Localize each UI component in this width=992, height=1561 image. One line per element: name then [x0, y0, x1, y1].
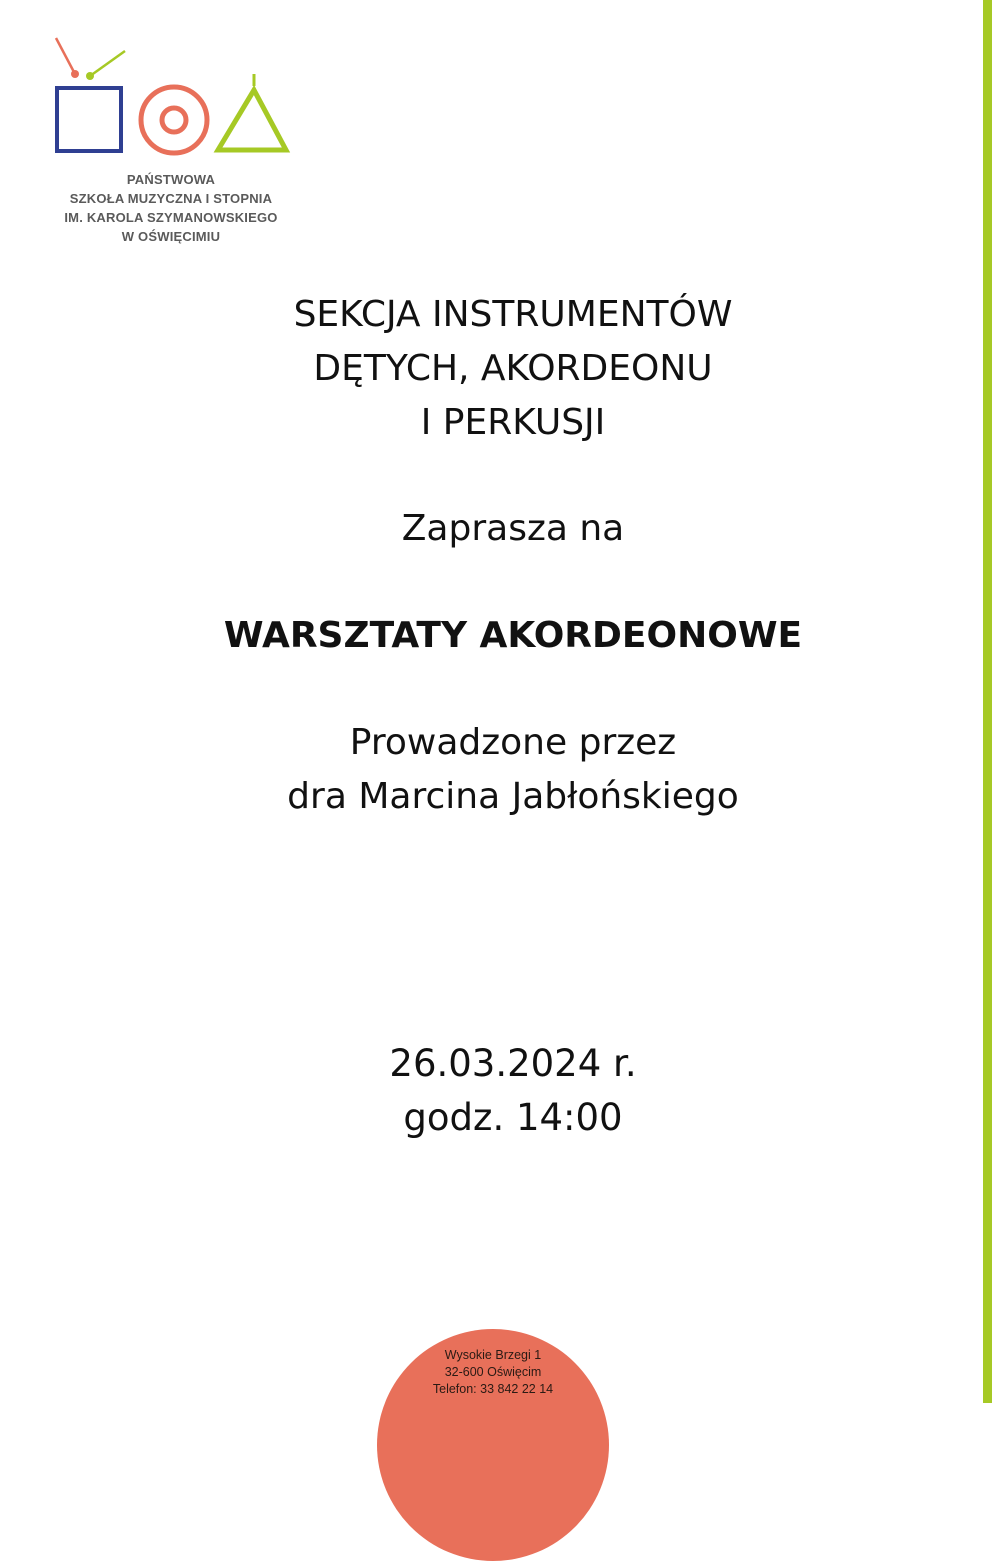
school-name-line: W OŚWIĘCIMIU [121, 229, 221, 244]
date-time [0, 1037, 992, 1145]
event-date: 26.03.2024 r. [389, 1042, 637, 1085]
school-name-line: SZKOŁA MUZYCZNA I STOPNIA [69, 191, 273, 206]
school-logo [48, 34, 298, 159]
leader-text [0, 716, 992, 824]
footer-address [377, 1347, 609, 1398]
invite-text: Zaprasza na [401, 508, 625, 549]
footer-address-badge [377, 1329, 609, 1561]
tv-square-icon [56, 38, 125, 151]
right-accent-bar [983, 0, 992, 1403]
school-name-line: PAŃSTWOWA [126, 172, 216, 187]
event-title: WARSZTATY AKORDEONOWE [223, 615, 803, 656]
leader-line: dra Marcina Jabłońskiego [287, 776, 739, 817]
event-time: godz. 14:00 [403, 1096, 623, 1139]
phone-line: Telefon: 33 842 22 14 [432, 1382, 554, 1396]
target-circle-icon [141, 87, 207, 153]
leader-line: Prowadzone przez [349, 722, 677, 763]
section-title [0, 288, 992, 450]
section-title-line: SEKCJA INSTRUMENTÓW [293, 294, 733, 335]
address-line: Wysokie Brzegi 1 [444, 1348, 542, 1362]
address-line: 32-600 Oświęcim [444, 1365, 542, 1379]
section-title-line: DĘTYCH, AKORDEONU [313, 348, 713, 389]
school-name-line: IM. KAROLA SZYMANOWSKIEGO [64, 210, 278, 225]
triangle-icon [218, 74, 286, 150]
section-title-line: I PERKUSJI [420, 402, 606, 443]
school-name [40, 170, 302, 246]
